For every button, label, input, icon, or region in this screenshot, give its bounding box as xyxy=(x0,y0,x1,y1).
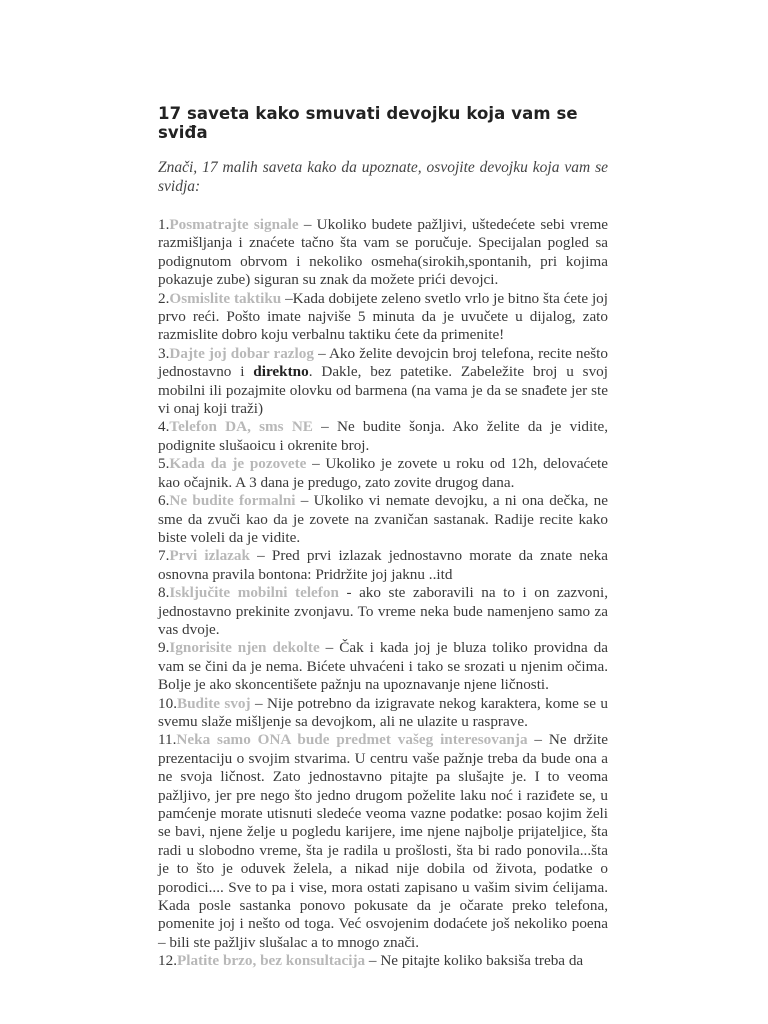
tip-number: 3. xyxy=(158,344,170,362)
intro-paragraph: Znači, 17 malih saveta kako da upoznate, osvojite devojku koja vam se svidja: xyxy=(158,159,608,195)
page-title: 17 saveta kako smuvati devojku koja vam se sviđa xyxy=(158,104,578,142)
tip-number: 11. xyxy=(158,731,177,749)
tip-paragraph xyxy=(158,584,608,639)
tip-number: 7. xyxy=(158,547,170,565)
tip-paragraph xyxy=(158,345,608,419)
tip-number: 5. xyxy=(158,455,170,473)
tip-paragraph xyxy=(158,216,608,290)
tip-text: – Ne pitajte koliko baksiša treba da xyxy=(365,952,584,970)
tip-number: 1. xyxy=(158,216,170,233)
tip-number: 12. xyxy=(158,952,177,970)
tip-paragraph xyxy=(158,695,608,732)
tip-text: – Nije potrebno da izigravate nekog karaktera, kome se u svemu slaže mišljenje sa devojkom, ali ne ulazite u rasprave. xyxy=(158,694,608,730)
tip-paragraph xyxy=(158,952,608,970)
tip-heading: Prvi izlazak xyxy=(169,547,250,565)
tip-paragraph xyxy=(158,547,608,584)
tip-number: 4. xyxy=(158,418,170,436)
tip-text: - ako ste zaboravili na to i on zazvoni, jednostavno prekinite zvonjavu. To vreme neka bude namenjeno samo za vas dvoje. xyxy=(158,584,609,638)
tips-list xyxy=(158,216,608,971)
tip-heading: Osmislite taktiku xyxy=(169,289,282,307)
tip-heading: Kada da je pozovete xyxy=(169,455,307,473)
tip-heading: Budite svoj xyxy=(176,694,251,712)
tip-number: 8. xyxy=(158,584,170,602)
tip-heading: Ne budite formalni xyxy=(169,492,296,510)
tip-text: – Ukoliko budete pažljivi, uštedećete sebi vreme razmišljanja i znaćete tačno šta vam se poručuje. Specijalan pogled sa podignutom obrvom i nekoliko osmeha(sirokih,spontanih, pri kojima pokazuje zube) siguran su znak da možete prići devojci. xyxy=(158,216,608,289)
document-page xyxy=(158,104,608,971)
tip-text: – Ako želite devojcin broj telefona, recite nešto jednostavno i xyxy=(158,344,608,381)
tip-text: – Ne držite prezentaciju o svojim stvarima. U centru vaše pažnje treba da bude ona a ne svoja ličnost. Zato jednostavno pitajte pa slušajte je. I to veoma pažljivo, jer pre nego što jedno drugom poželite laku noć i raziđete se, u pamćenje morate utisnuti sledeće veoma vazne podatke: posao kojim želi se bavi, njene želje u pogledu karijere, ime njene najbolje prijateljice, šta radi u slobodno vreme, šta je radila u prošlosti, šta bi rado ponovila...šta je to što je oduvek želela, a nikad nije dobila od života, podatke o porodici.... Sve to pa i vise, mora ostati zapisano u vašim sivim ćelijama. Kada posle sastanka ponovo pokusate da je očarate preko telefona, pomenite joj i nešto od toga. Već osvojenim dodaćete još nekoliko poena – bili ste pažljiv slušalac a to mnogo znači. xyxy=(158,731,609,951)
tip-text: – Ukoliko je zovete u roku od 12h, delovaćete kao očajnik. A 3 dana je predugo, zato zovite drugog dana. xyxy=(158,455,609,491)
tip-paragraph xyxy=(158,731,608,952)
tip-number: 9. xyxy=(158,639,170,657)
tip-paragraph xyxy=(158,492,608,547)
tip-paragraph xyxy=(158,290,608,345)
tip-paragraph xyxy=(158,639,608,694)
tip-paragraph xyxy=(158,418,608,455)
tip-number: 2. xyxy=(158,289,170,307)
tip-number: 6. xyxy=(158,492,170,510)
tip-heading: Platite brzo, bez konsultacija xyxy=(176,952,366,970)
tip-emphasis: direktno xyxy=(253,363,309,381)
tip-text: –Kada dobijete zeleno svetlo vrlo je bitno šta ćete joj prvo reći. Pošto imate najviše 5 minuta da je uvučete u dijalog, zato razmislite dobro koju verbalnu taktiku ćete da primenite! xyxy=(158,289,608,344)
tip-heading: Dajte joj dobar razlog xyxy=(169,344,314,362)
tip-text: – Pred prvi izlazak jednostavno morate da znate neka osnovna pravila bontona: Pridržite joj jaknu ..itd xyxy=(158,547,608,583)
tip-heading: Neka samo ONA bude predmet vašeg interesovanja xyxy=(176,731,528,749)
tip-heading: Posmatrajte signale xyxy=(169,216,299,233)
tip-text: – Ne budite šonja. Ako želite da je vidite, podignite slušaoicu i okrenite broj. xyxy=(158,418,608,454)
tip-heading: Ignorisite njen dekolte xyxy=(169,639,320,657)
tip-paragraph xyxy=(158,455,608,492)
tip-text: – Čak i kada joj je bluza toliko providna da vam se čini da je nema. Bićete uhvaćeni i tako se srozati u njenim očima. Bolje je ako skoncentišete pažnju na upoznavanje njene ličnosti. xyxy=(158,639,608,694)
tip-text-continued: . Dakle, bez patetike. Zabeležite broj u svoj mobilni ili pozajmite olovku od barmena (na vama je da se snađete jer ste vi onaj koji traži) xyxy=(158,363,608,418)
tip-text: – Ukoliko vi nemate devojku, a ni ona dečka, ne sme da zvuči kao da je zovete na zvaničan sastanak. Radije recite kako biste voleli da je vidite. xyxy=(158,492,609,546)
tip-heading: Telefon DA, sms NE xyxy=(169,418,313,436)
tip-heading: Isključite mobilni telefon xyxy=(169,584,339,602)
tip-number: 10. xyxy=(158,694,177,712)
